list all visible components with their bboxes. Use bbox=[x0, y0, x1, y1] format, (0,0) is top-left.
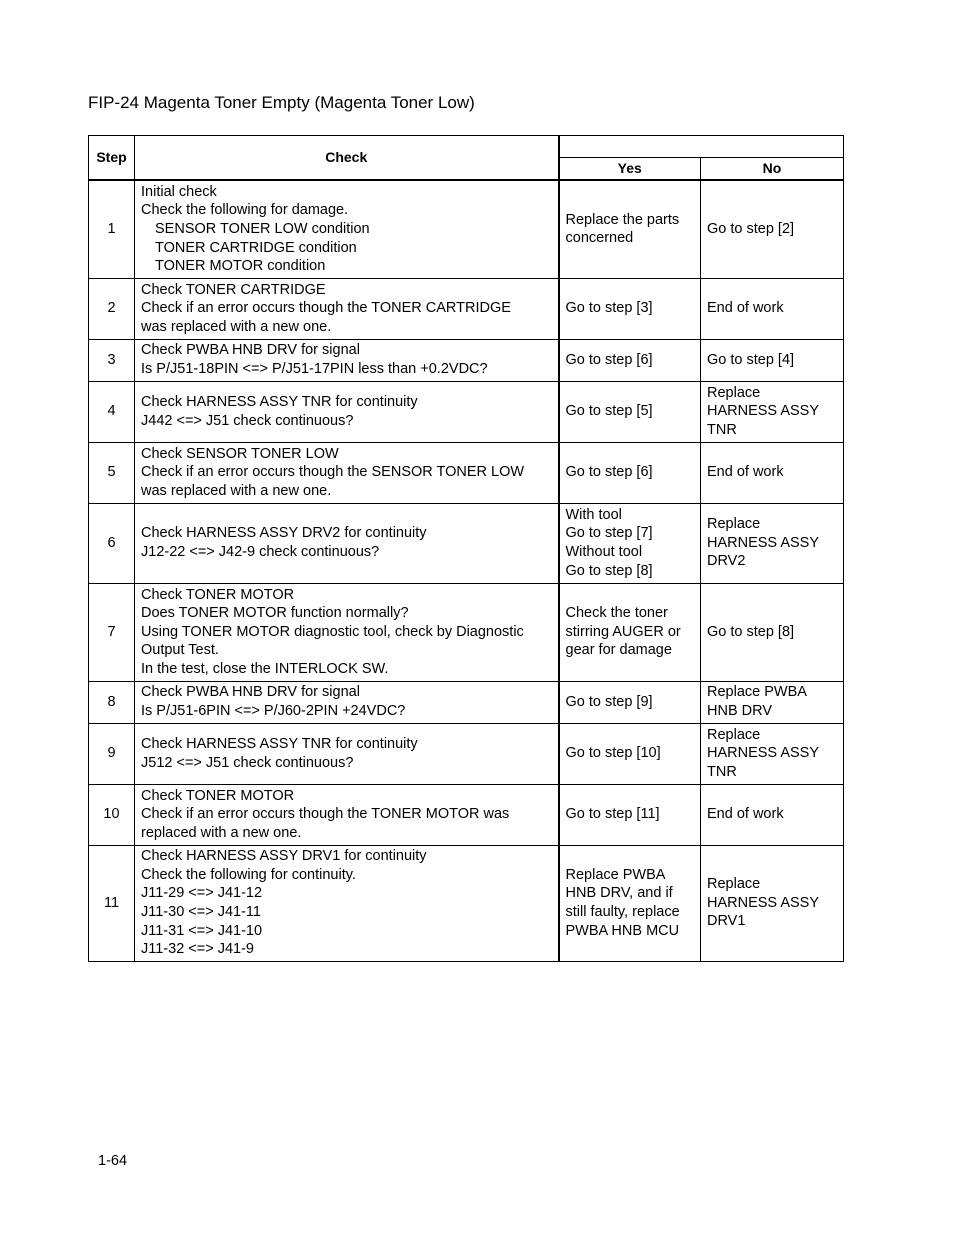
table-row bbox=[89, 583, 844, 681]
yes-cell bbox=[559, 503, 701, 583]
yes-cell-line: HNB DRV, and if bbox=[565, 885, 673, 902]
no-cell-line: Replace bbox=[707, 516, 761, 533]
check-cell-line: was replaced with a new one. bbox=[141, 318, 332, 335]
check-cell bbox=[135, 723, 559, 784]
yes-cell-line: Go to step [3] bbox=[565, 300, 653, 317]
no-cell bbox=[701, 278, 844, 339]
no-cell bbox=[701, 583, 844, 681]
check-cell-line: J11-30 <=> J41-11 bbox=[141, 904, 261, 920]
fip-table-body bbox=[89, 180, 844, 961]
check-cell-line: Initial check bbox=[141, 183, 217, 200]
yes-cell bbox=[559, 723, 701, 784]
no-cell-line: Go to step [4] bbox=[707, 351, 795, 368]
check-cell-line: was replaced with a new one. bbox=[141, 482, 332, 499]
yes-cell bbox=[559, 784, 701, 845]
check-cell-line: In the test, close the INTERLOCK SW. bbox=[141, 660, 389, 677]
yes-cell-line: Go to step [8] bbox=[565, 562, 653, 579]
yes-cell-line: stirring AUGER or bbox=[565, 623, 681, 640]
yes-cell-line: gear for damage bbox=[565, 642, 672, 659]
no-cell-line: Replace bbox=[707, 876, 761, 893]
check-cell-line: Check TONER MOTOR bbox=[141, 586, 295, 603]
yes-cell-line: still faulty, replace bbox=[565, 904, 680, 920]
no-cell-line: Replace bbox=[707, 726, 761, 743]
check-cell-line: Output Test. bbox=[141, 642, 219, 659]
table-row bbox=[89, 442, 844, 503]
no-cell-line: TNR bbox=[707, 763, 737, 780]
check-cell-line: Check TONER CARTRIDGE bbox=[141, 281, 326, 298]
step-cell: 10 bbox=[89, 784, 135, 845]
check-cell-line: Check PWBA HNB DRV for signal bbox=[141, 684, 360, 701]
page-number: 1-64 bbox=[98, 1153, 128, 1169]
check-cell-line: Is P/J51-6PIN <=> P/J60-2PIN +24VDC? bbox=[141, 703, 406, 719]
yes-cell-line: Replace the parts bbox=[565, 211, 680, 228]
yes-cell bbox=[559, 339, 701, 381]
no-cell-line: DRV1 bbox=[707, 913, 746, 930]
yes-cell-line: Without tool bbox=[565, 544, 643, 560]
no-cell-line: Go to step [8] bbox=[707, 623, 795, 640]
table-row bbox=[89, 681, 844, 723]
table-row bbox=[89, 503, 844, 583]
table-row bbox=[89, 339, 844, 381]
check-cell-line: Check the following for continuity. bbox=[141, 866, 356, 883]
table-row bbox=[89, 180, 844, 278]
check-cell-line: Check HARNESS ASSY DRV1 for continuity bbox=[141, 848, 427, 865]
step-cell: 5 bbox=[89, 442, 135, 503]
no-cell-line: End of work bbox=[707, 300, 784, 317]
no-cell-line: Replace bbox=[707, 384, 761, 401]
fip-table bbox=[88, 135, 844, 962]
no-cell-line: Replace PWBA bbox=[707, 684, 807, 701]
no-cell-line: End of work bbox=[707, 464, 784, 481]
page-title: FIP-24 Magenta Toner Empty (Magenta Toner Low) bbox=[88, 93, 475, 112]
no-cell-line: Go to step [2] bbox=[707, 220, 795, 237]
check-cell-line: TONER CARTRIDGE condition bbox=[155, 239, 357, 256]
no-cell-line: HARNESS ASSY bbox=[707, 403, 820, 420]
yes-cell-line: Go to step [7] bbox=[565, 525, 653, 542]
step-cell: 7 bbox=[89, 583, 135, 681]
no-cell-line: HARNESS ASSY bbox=[707, 745, 820, 762]
check-cell-line: Is P/J51-18PIN <=> P/J51-17PIN less than +0.2VDC? bbox=[141, 361, 488, 377]
no-cell-line: HARNESS ASSY bbox=[707, 894, 820, 911]
yes-cell bbox=[559, 381, 701, 442]
check-cell-line: Check PWBA HNB DRV for signal bbox=[141, 342, 360, 359]
table-row bbox=[89, 845, 844, 961]
yes-cell-line: With tool bbox=[565, 506, 622, 523]
check-cell-line: Check the following for damage. bbox=[141, 202, 349, 219]
no-cell-line: HARNESS ASSY bbox=[707, 534, 820, 551]
check-cell-line: J442 <=> J51 check continuous? bbox=[141, 412, 354, 429]
yes-cell bbox=[559, 845, 701, 961]
table-row bbox=[89, 278, 844, 339]
yes-cell-line: concerned bbox=[565, 230, 634, 247]
check-cell bbox=[135, 278, 559, 339]
yes-cell-line: Replace PWBA bbox=[565, 866, 666, 883]
header-yes: Yes bbox=[559, 158, 701, 181]
check-cell-line: Check if an error occurs though the TONER CARTRIDGE bbox=[141, 300, 511, 317]
check-cell-line: SENSOR TONER LOW condition bbox=[155, 220, 370, 237]
check-cell bbox=[135, 681, 559, 723]
no-cell bbox=[701, 723, 844, 784]
check-cell bbox=[135, 845, 559, 961]
no-cell bbox=[701, 381, 844, 442]
no-cell bbox=[701, 180, 844, 278]
check-cell-line: Does TONER MOTOR function normally? bbox=[141, 605, 409, 622]
step-cell: 3 bbox=[89, 339, 135, 381]
no-cell-line: End of work bbox=[707, 806, 784, 823]
check-cell-line: Check TONER MOTOR bbox=[141, 787, 295, 804]
yes-cell-line: Go to step [6] bbox=[565, 464, 653, 481]
yes-cell bbox=[559, 583, 701, 681]
check-cell bbox=[135, 442, 559, 503]
check-cell-line: TONER MOTOR condition bbox=[155, 258, 326, 275]
check-cell-line: J11-31 <=> J41-10 bbox=[141, 922, 263, 939]
yes-cell bbox=[559, 278, 701, 339]
table-row bbox=[89, 381, 844, 442]
step-cell: 6 bbox=[89, 503, 135, 583]
yes-cell-line: Go to step [5] bbox=[565, 403, 653, 420]
header-step: Step bbox=[89, 136, 135, 181]
yes-cell-line: Go to step [9] bbox=[565, 693, 653, 710]
check-cell bbox=[135, 180, 559, 278]
check-cell-line: replaced with a new one. bbox=[141, 824, 302, 841]
check-cell bbox=[135, 503, 559, 583]
check-cell-line: J11-32 <=> J41-9 bbox=[141, 941, 254, 958]
no-cell-line: DRV2 bbox=[707, 553, 746, 570]
header-no: No bbox=[701, 158, 844, 181]
yes-cell bbox=[559, 681, 701, 723]
no-cell bbox=[701, 845, 844, 961]
check-cell-line: J512 <=> J51 check continuous? bbox=[141, 754, 354, 771]
check-cell-line: Check if an error occurs though the SENSOR TONER LOW bbox=[141, 464, 525, 481]
yes-cell-line: Go to step [11] bbox=[565, 806, 660, 823]
check-cell bbox=[135, 583, 559, 681]
yes-cell-line: Check the toner bbox=[565, 605, 668, 622]
check-cell-line: Check HARNESS ASSY TNR for continuity bbox=[141, 735, 418, 752]
step-cell: 2 bbox=[89, 278, 135, 339]
check-cell-line: Check if an error occurs though the TONER MOTOR was bbox=[141, 806, 510, 823]
yes-cell-line: Go to step [10] bbox=[565, 745, 661, 762]
yes-cell-line: Go to step [6] bbox=[565, 351, 653, 368]
check-cell bbox=[135, 784, 559, 845]
table-row bbox=[89, 784, 844, 845]
no-cell bbox=[701, 339, 844, 381]
check-cell-line: J12-22 <=> J42-9 check continuous? bbox=[141, 544, 380, 560]
step-cell: 4 bbox=[89, 381, 135, 442]
no-cell-line: TNR bbox=[707, 421, 737, 438]
header-result bbox=[559, 136, 844, 158]
no-cell bbox=[701, 784, 844, 845]
no-cell bbox=[701, 681, 844, 723]
no-cell-line: HNB DRV bbox=[707, 703, 772, 719]
step-cell: 9 bbox=[89, 723, 135, 784]
check-cell-line: Check SENSOR TONER LOW bbox=[141, 445, 339, 462]
header-check: Check bbox=[135, 136, 559, 181]
yes-cell bbox=[559, 442, 701, 503]
step-cell: 8 bbox=[89, 681, 135, 723]
step-cell: 11 bbox=[89, 845, 135, 961]
yes-cell-line: PWBA HNB MCU bbox=[565, 922, 680, 939]
no-cell bbox=[701, 503, 844, 583]
check-cell-line: Using TONER MOTOR diagnostic tool, check by Diagnostic bbox=[141, 623, 524, 640]
no-cell bbox=[701, 442, 844, 503]
step-cell: 1 bbox=[89, 180, 135, 278]
check-cell-line: Check HARNESS ASSY DRV2 for continuity bbox=[141, 525, 427, 542]
yes-cell bbox=[559, 180, 701, 278]
table-row bbox=[89, 723, 844, 784]
check-cell bbox=[135, 339, 559, 381]
check-cell-line: Check HARNESS ASSY TNR for continuity bbox=[141, 393, 418, 410]
check-cell-line: J11-29 <=> J41-12 bbox=[141, 885, 263, 902]
check-cell bbox=[135, 381, 559, 442]
